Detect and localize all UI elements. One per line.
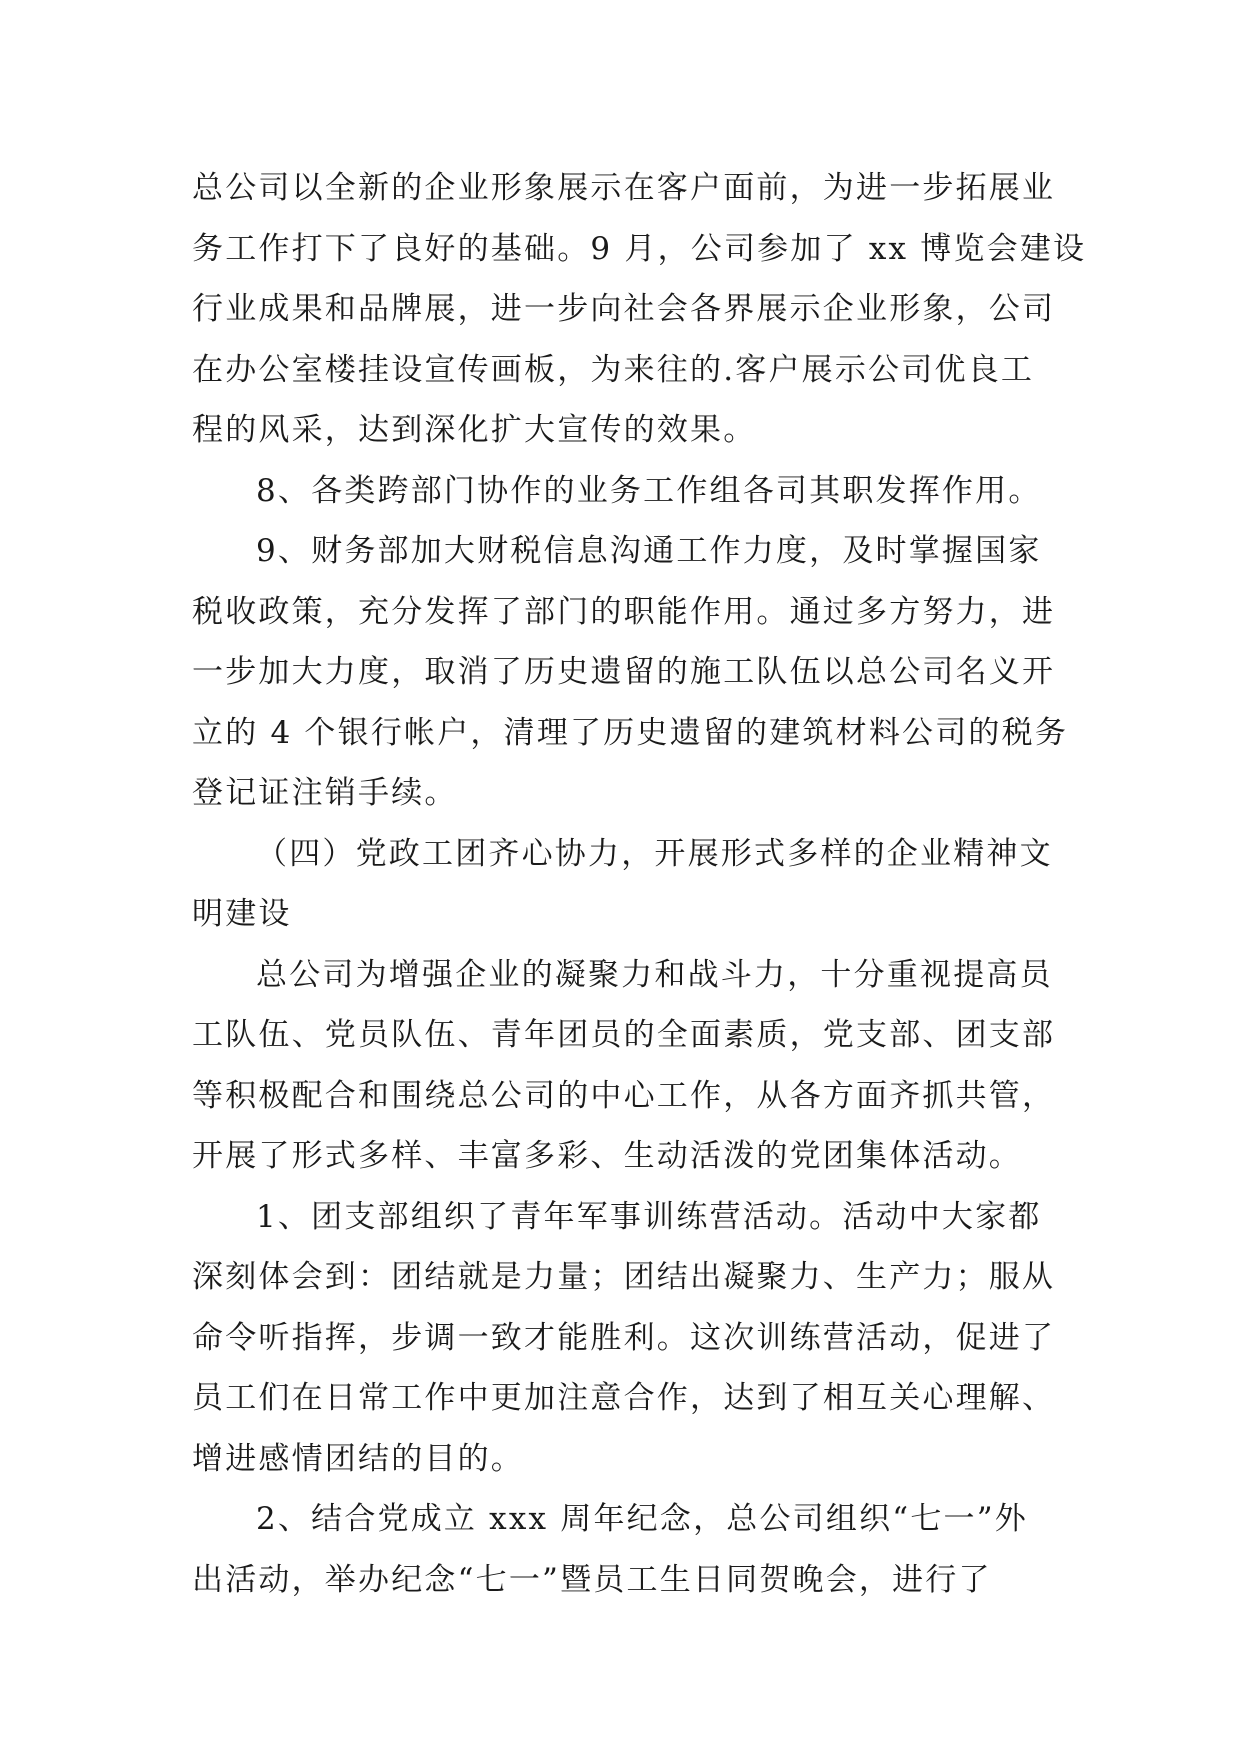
text-line: 在办公室楼挂设宣传画板，为来往的.客户展示公司优良工 xyxy=(192,351,1035,388)
text-line: 1、团支部组织了青年军事训练营活动。活动中大家都 xyxy=(256,1198,1042,1235)
text-line: 命令听指挥，步调一致才能胜利。这次训练营活动，促进了 xyxy=(192,1319,1056,1356)
text-line: 总公司为增强企业的凝聚力和战斗力，十分重视提高员 xyxy=(256,956,1053,993)
text-line: 立的 4 个银行帐户，清理了历史遗留的建筑材料公司的税务 xyxy=(192,714,1069,751)
text-line: 税收政策，充分发挥了部门的职能作用。通过多方努力，进 xyxy=(192,593,1056,630)
text-line: 开展了形式多样、丰富多彩、生动活泼的党团集体活动。 xyxy=(192,1138,1022,1174)
text-line: 员工们在日常工作中更加注意合作，达到了相互关心理解、 xyxy=(192,1380,1056,1416)
document-body xyxy=(192,158,1087,1610)
text-line: 出活动，举办纪念“七一”暨员工生日同贺晚会，进行了 xyxy=(192,1561,992,1598)
text-line: 总公司以全新的企业形象展示在客户面前，为进一步拓展业 xyxy=(192,170,1056,206)
text-line: 登记证注销手续。 xyxy=(192,775,458,811)
text-line: 2、结合党成立 xxx 周年纪念，总公司组织“七一”外 xyxy=(256,1501,1028,1537)
text-line: 程的风采，达到深化扩大宣传的效果。 xyxy=(192,412,757,448)
text-line: 一步加大力度，取消了历史遗留的施工队伍以总公司名义开 xyxy=(192,654,1056,690)
text-line: 务工作打下了良好的基础。9 月，公司参加了 xx 博览会建设 xyxy=(192,230,1087,267)
text-line: 明建设 xyxy=(192,896,292,932)
text-line: 9、财务部加大财税信息沟通工作力度，及时掌握国家 xyxy=(256,533,1042,569)
text-line: 增进感情团结的目的。 xyxy=(192,1440,524,1477)
text-line: （四）党政工团齐心协力，开展形式多样的企业精神文 xyxy=(256,835,1053,872)
text-line: 等积极配合和围绕总公司的中心工作，从各方面齐抓共管， xyxy=(192,1077,1056,1114)
text-line: 深刻体会到：团结就是力量；团结出凝聚力、生产力；服从 xyxy=(192,1259,1056,1295)
text-line: 8、各类跨部门协作的业务工作组各司其职发挥作用。 xyxy=(256,472,1042,509)
text-line: 工队伍、党员队伍、青年团员的全面素质，党支部、团支部 xyxy=(192,1017,1056,1053)
text-line: 行业成果和品牌展，进一步向社会各界展示企业形象，公司 xyxy=(192,291,1056,327)
